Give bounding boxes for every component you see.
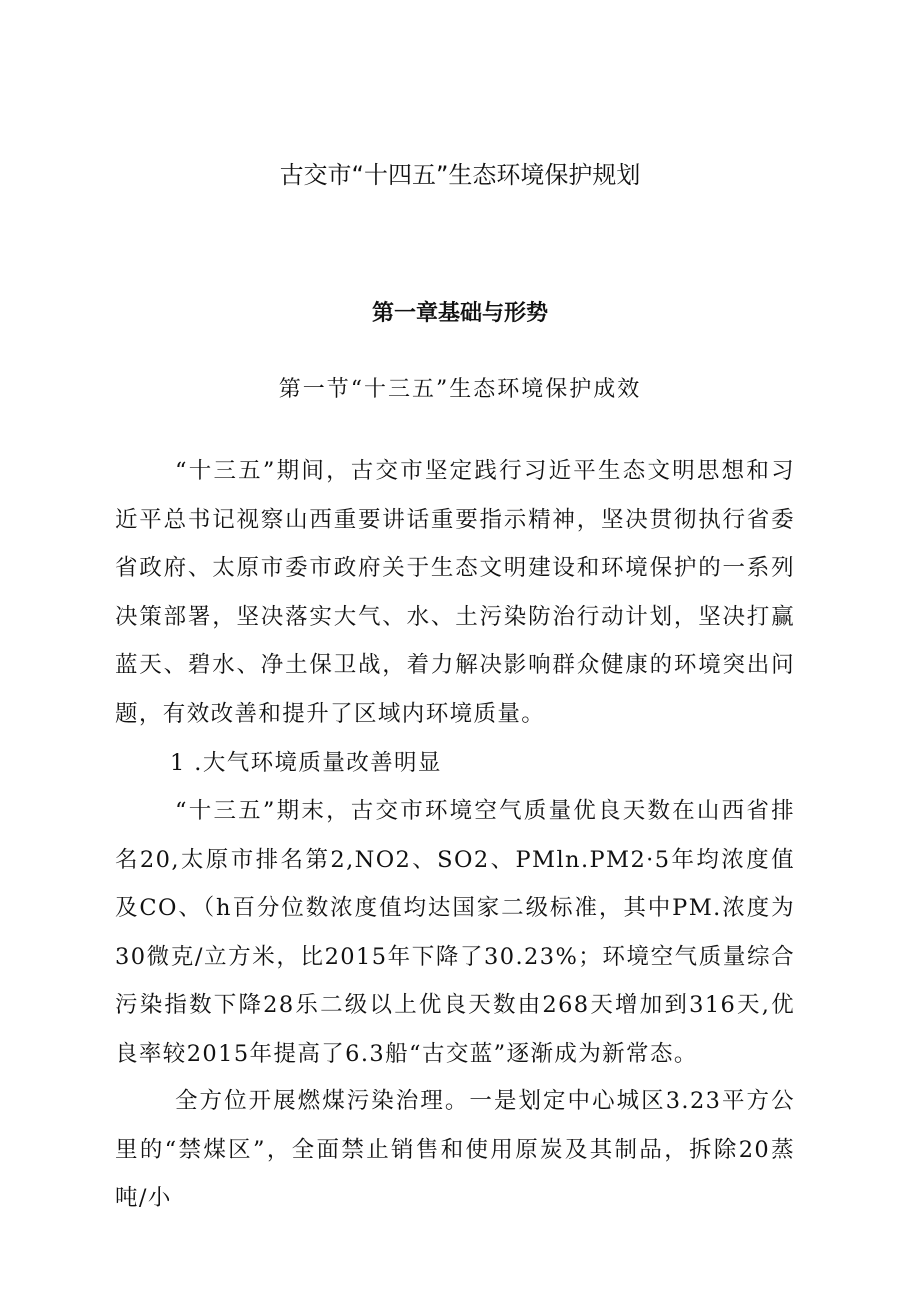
subheading-air-quality: 1 .大气环境质量改善明显 [170, 750, 442, 776]
paragraph-coal-control: 全方位开展燃煤污染治理。一是划定中心城区3.23平方公里的“禁煤区”，全面禁止销售和使用原炭及其制品，拆除20蒸吨/小 [115, 1088, 795, 1211]
chapter-title: 第一章基础与形势 [371, 301, 548, 326]
document-title: 古交市“十四五”生态环境保护规划 [279, 161, 641, 189]
paragraph-air-quality: “十三五”期末，古交市环境空气质量优良天数在山西省排名20,太原市排名第2,NO2、SO2、PMln.PM2·5年均浓度值及CO、（h百分位数浓度值均达国家二级标准，其中PM.浓度为30微克/立方米，比2015年下降了30.23%；环境空气质量综合污染指数下降28乐二级以上优良天数由268天增加到316天,优良率较2015年提高了6.3船“古交蓝”逐渐成为新常态。 [115, 798, 795, 1067]
paragraph-intro: “十三五”期间，古交市坚定践行习近平生态文明思想和习近平总书记视察山西重要讲话重要指示精神，坚决贯彻执行省委省政府、太原市委市政府关于生态文明建设和环境保护的一系列决策部署，坚决落实大气、水、土污染防治行动计划，坚决打赢蓝天、碧水、净土保卫战，着力解决影响群众健康的环境突出问题，有效改善和提升了区域内环境质量。 [115, 458, 795, 727]
section-title: 第一节“十三五”生态环境保护成效 [278, 377, 642, 402]
